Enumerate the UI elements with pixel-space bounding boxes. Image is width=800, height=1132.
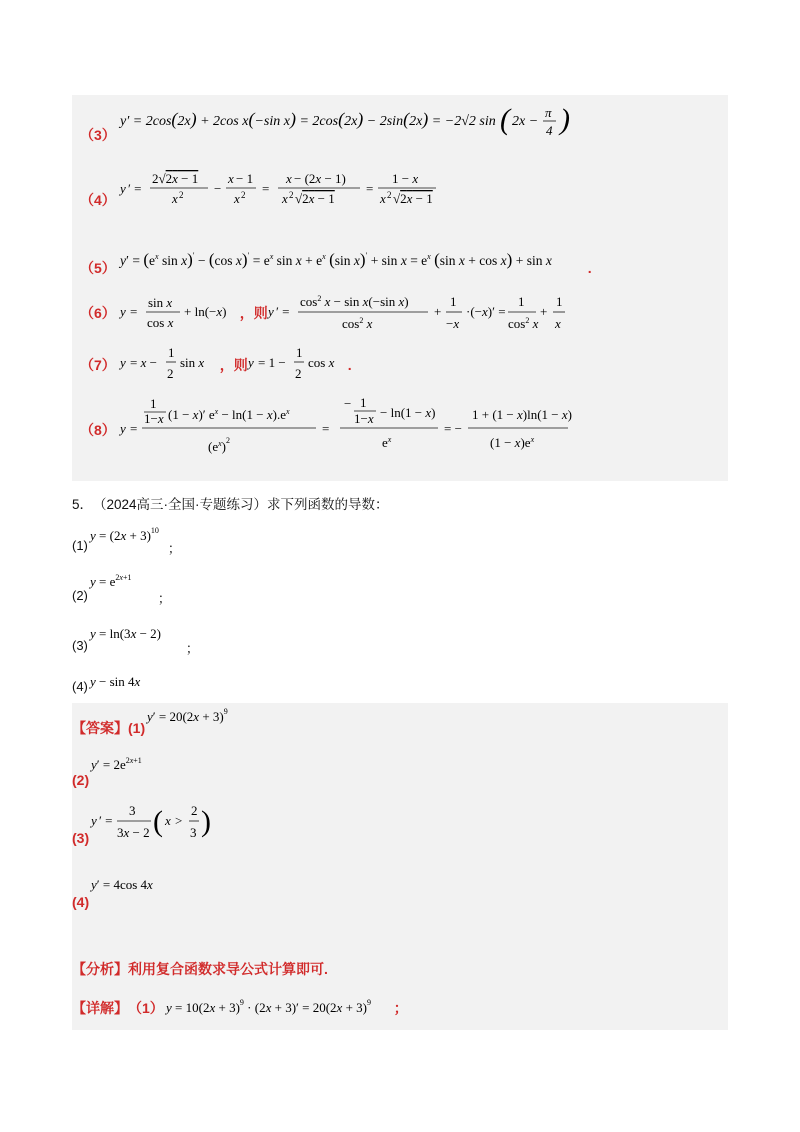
svg-text:2: 2 [191,803,198,818]
item-number: （7） [80,357,116,373]
answer-formula [89,755,179,785]
item-number: （4） [80,192,116,208]
svg-text:(: ( [153,805,164,838]
formula-6a [120,291,240,335]
svg-text:y: y [267,304,274,319]
svg-text:): ) [559,102,570,136]
detail-number: （1） [128,1000,164,1016]
svg-text:=: = [129,421,138,436]
svg-text:y = ln(3x − 2): y = ln(3x − 2) [89,626,161,641]
question-part-1 [72,524,181,556]
svg-text:(1 − x)′ ex − ln(1 − x).ex: (1 − x)′ $e^x - \ln(1 - x).e^x$ [167,407,290,422]
svg-text:−x: −x [445,316,459,331]
part-punct: ； [185,640,199,656]
part-number: (1) [72,537,88,553]
svg-text:x: x [233,191,240,206]
svg-text:y: y [119,421,126,436]
svg-text:>: > [175,813,183,828]
answer-1 [72,707,255,736]
question-part-2 [72,572,171,606]
svg-text:cos2 x: $\cos^2 x$ [341,316,373,331]
svg-text:4: 4 [545,122,553,138]
answer-4 [72,875,179,910]
svg-text:2√2x − 1: 2√2x − 1 [151,171,199,186]
svg-text:cos2 x: $\cos^2 x$ [507,316,539,331]
svg-text:y′ = 2cos(2x) + 2cos x(−sin x): y′ = 2cos(2x) + 2cos x(−sin x) = 2cos(2x) − 2sin(2x) = −2√2 sin [119,108,496,129]
svg-text:1: 1 [359,395,367,410]
svg-text:y′ = 20(2x + 3)9: $y' = 20(2x + 3)^9$ [147,707,228,724]
svg-text:+: + [433,304,442,319]
svg-text:y′ = 4cos 4x: y′ = 4cos 4x [91,877,153,892]
svg-text:(: ( [499,102,510,136]
math-expression [120,103,590,148]
formula-7a [120,345,220,385]
question-part-4 [72,674,168,694]
svg-text:=: = [261,181,270,196]
formula-8 [120,395,570,465]
svg-text:1−x: 1−x [353,411,374,426]
answer-block [72,703,728,1030]
then-label: ，则 [239,305,268,321]
svg-text:′ =: ′ = [275,304,290,319]
svg-text:x: x [165,813,171,828]
formula-5 [120,245,590,279]
answer-3 [72,801,219,847]
svg-text:sin x: sin x [147,295,172,310]
svg-text:ex: $e^x$ [381,435,392,450]
svg-text:=: = [321,421,330,436]
part-number: (3) [72,637,88,653]
answer-formula [89,801,219,847]
svg-text:− 1: − 1 [235,171,253,186]
item-number: （5） [80,260,116,276]
part-formula [88,624,186,650]
answer-number: (3) [72,830,90,846]
svg-text:x: x [227,171,234,186]
svg-text:−: − [213,181,222,196]
svg-text:cos x: cos x [307,355,335,370]
question-source: （2024高三·全国·专题练习） [93,497,268,512]
solution-item-7 [80,345,352,385]
svg-text:1: 1 [167,345,175,360]
solution-item-4 [80,165,440,215]
formula-6b [268,291,568,335]
svg-text:1−x: 1−x [143,411,164,426]
svg-text:√2x − 1: √2x − 1 [294,191,335,206]
svg-text:+: + [539,304,548,319]
svg-text:√2x − 1: √2x − 1 [392,191,433,206]
detail-formula [164,993,394,1023]
part-formula [88,572,158,598]
detail-label: 【详解】 [72,1000,128,1016]
question-part-3 [72,624,199,656]
svg-text:2: 2 [294,366,302,381]
item-number: （6） [80,305,116,321]
svg-text:= 1 −: = 1 − [257,355,286,370]
period: . [587,260,592,276]
svg-text:y = (2x + 3)10: $y = (2x + 3)^{10}$ [89,526,159,543]
solution-item-8 [80,395,570,465]
part-number: (2) [72,587,88,603]
svg-text:y′ = 2e2x+1: $y' = 2e^{2x+1}$ [91,756,142,772]
analysis-line [72,959,328,979]
svg-text:1 − x: 1 − x [391,171,418,186]
svg-text:y − sin 4x: y − sin 4x [89,674,141,689]
part-formula [88,524,168,550]
item-number: （8） [80,422,116,438]
svg-text:2: 2 [240,190,246,200]
svg-text:1: 1 [295,345,303,360]
svg-text:2: 2 [178,190,184,200]
svg-text:(1 − x)ex: $(1 - x)e^x$ [489,435,534,450]
svg-text:x: x [171,191,178,206]
svg-text:cos2 x − sin x(−sin x): $\cos^2 x - \sin x(-\sin$ x) [299,294,409,309]
svg-text:y: y [91,813,97,828]
svg-text:y′ = (ex sin x)′ − (cos x)′ =: $y' = (e^x$ sin x)′ − (cos $x)' = e^x$ $\sin x + e^x$ (sin $x)' + \sin x = e^x$ (sin x + cos x) + sin x [119,250,552,269]
svg-text:(ex)2: $(e^x)^2$ [207,436,230,454]
part-number: (4) [72,678,88,694]
svg-text:′ =: ′ = [99,813,113,828]
answer-number: (1) [128,720,146,736]
svg-text:2x −: 2x − [511,113,538,129]
svg-text:x: x [285,171,292,186]
svg-text:′ =: ′ = [127,181,142,196]
svg-text:2: 2 [386,190,392,200]
solution-item-6 [80,291,568,335]
svg-text:y = 10(2x + 3)9 · (2x + 3)′ =: $y = 10(2x + 3)^9 \cdot (2x + 3)' = 20(2x + 3)^9$ [165,998,371,1015]
part-punct: ； [167,540,181,556]
svg-text:y: y [247,355,254,370]
svg-text:cos x: cos x [146,315,174,330]
formula-4 [120,165,440,215]
part-punct: ； [157,590,171,606]
svg-text:sin x: sin x [179,355,204,370]
svg-text:− (2x − 1): − (2x − 1) [293,171,346,186]
solution-item-5 [80,245,592,279]
svg-text:2: 2 [288,190,294,200]
svg-text:): ) [201,805,212,838]
svg-text:x: x [281,191,288,206]
analysis-text: 利用复合函数求导公式计算即可. [128,961,328,977]
svg-text:y: y [119,304,126,319]
svg-text:x: x [554,316,561,331]
formula-3 [120,103,590,143]
part-formula [88,674,168,694]
question-text: 求下列函数的导数： [267,497,389,512]
svg-text:3: 3 [190,825,197,840]
svg-text:·(−x)′ =: ·(−x)′ = [465,304,506,319]
svg-text:− ln(1 − x): − ln(1 − x) [379,405,436,420]
formula-7b [248,345,348,385]
svg-text:y: y [119,181,126,196]
answer-number: (4) [72,894,90,910]
solution-block [72,95,728,481]
svg-text:1: 1 [555,294,563,309]
svg-text:1: 1 [449,294,457,309]
detail-line [72,993,408,1023]
svg-text:2: 2 [166,366,174,381]
solution-item-3 [80,102,590,145]
svg-text:π: π [544,104,552,120]
svg-text:+ ln(−x): + ln(−x) [183,304,227,319]
svg-text:y = e2x+1: $y = e^{2x+1}$ [89,573,132,589]
svg-text:1 + (1 − x)ln(1 − x): 1 + (1 − x)ln(1 − x) [471,407,572,422]
svg-text:= x −: = x − [129,355,157,370]
svg-text:=: = [129,304,138,319]
answer-formula [145,707,255,733]
svg-text:3x − 2: 3x − 2 [117,825,150,840]
then-label: ，则 [219,357,248,373]
answer-2 [72,755,179,788]
svg-text:= −: = − [443,421,462,436]
svg-text:y: y [119,355,126,370]
answer-formula [89,875,179,905]
question-header [72,493,389,513]
question-number: 5． [72,497,94,512]
answer-number: (2) [72,772,90,788]
analysis-label: 【分析】 [72,961,128,977]
item-number: （3） [80,127,116,143]
svg-text:1: 1 [149,396,157,411]
svg-text:3: 3 [129,803,136,818]
svg-text:x: x [379,191,386,206]
svg-text:−: − [343,396,352,411]
answer-label: 【答案】 [72,720,128,736]
period: . [347,357,352,373]
svg-text:=: = [365,181,374,196]
svg-text:1: 1 [517,294,525,309]
detail-punct: ； [393,1000,408,1016]
